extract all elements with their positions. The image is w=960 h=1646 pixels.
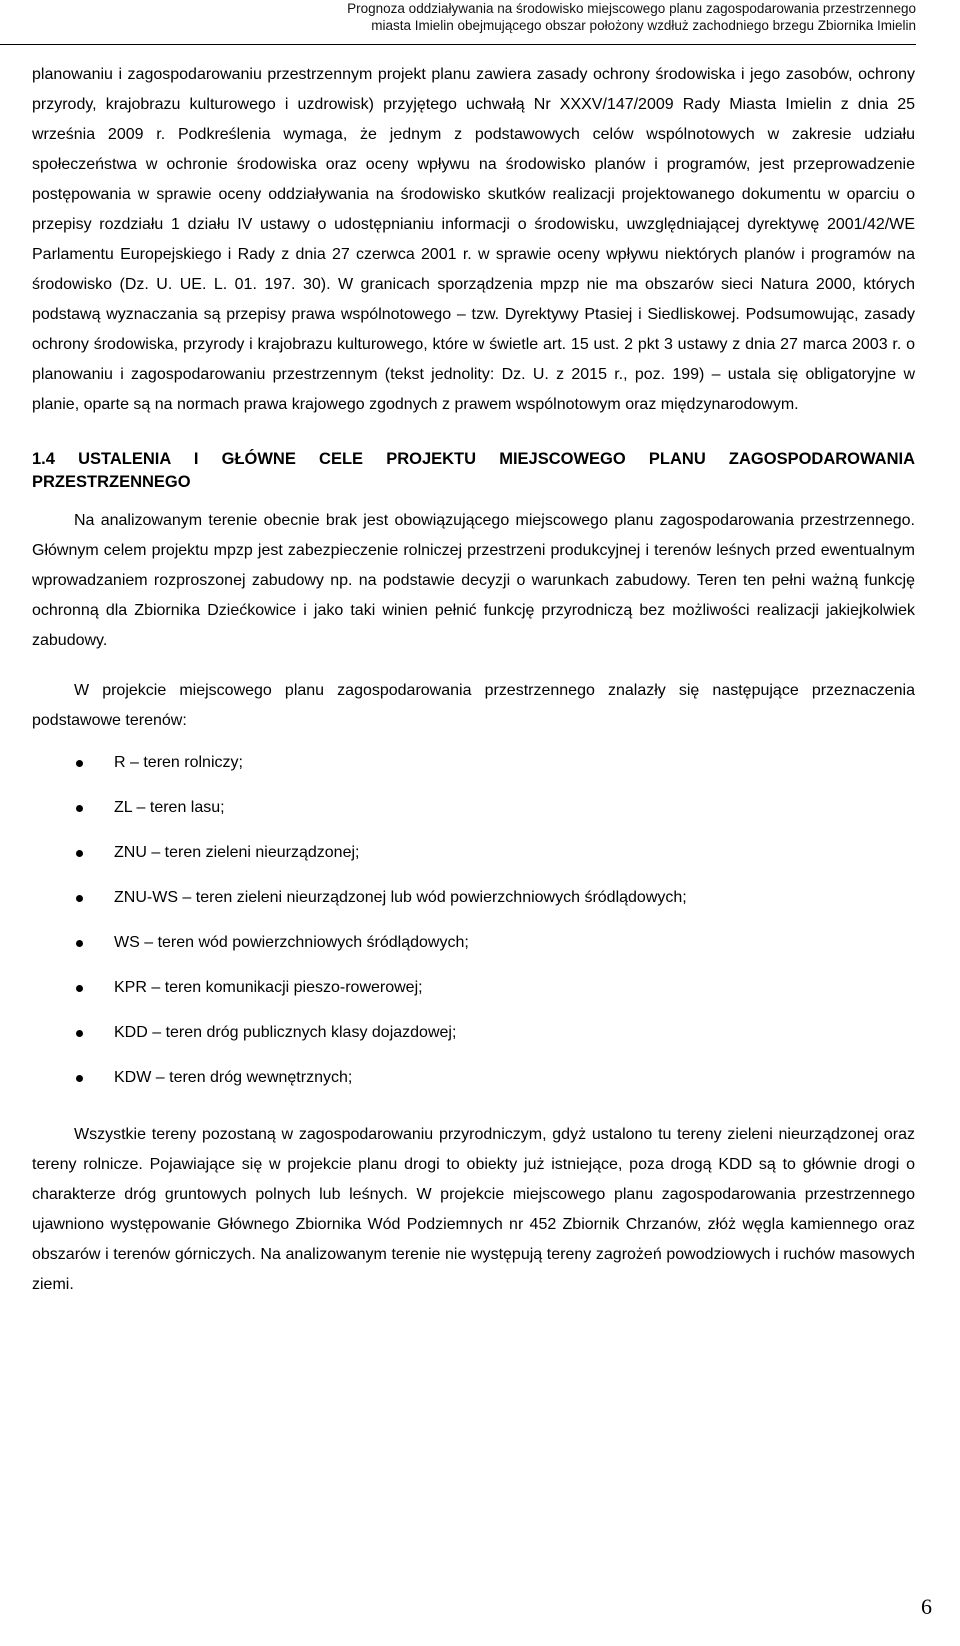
bullet-icon [76, 760, 83, 767]
paragraph-environmental-protection: planowaniu i zagospodarowaniu przestrzennym projekt planu zawiera zasady ochrony środowiska i jego zasobów, ochrony przyrody, krajobrazu kulturowego i uzdrowisk) przyjętego uchwałą Nr XXXV/147/2009 Rady Miasta Imielin z dnia 25 września 2009 r. Podkreślenia wymaga, że jednym z podstawowych celów wspólnotowych w zakresie udziału społeczeństwa w ochronie środowiska oraz oceny wpływu na środowisko planów i programów, jest przeprowadzenie postępowania w sprawie oceny oddziaływania na środowisko skutków realizacji projektowanego dokumentu w oparciu o przepisy rozdziału 1 działu IV ustawy o udostępnianiu informacji o środowisku, uwzględniającej dyrektywę 2001/42/WE Parlamentu Europejskiego i Rady z dnia 27 czerwca 2001 r. w sprawie oceny wpływu niektórych planów i programów na środowisko (Dz. U. UE. L. 01. 197. 30). W granicach sporządzenia mpzp nie ma obszarów sieci Natura 2000, których podstawą wyznaczania są przepisy prawa wspólnotowego – tzw. Dyrektywy Ptasiej i Siedliskowej. Podsumowując, zasady ochrony środowiska, przyrody i krajobrazu kulturowego, które w świetle art. 15 ust. 2 pkt 3 ustawy z dnia 27 marca 2003 r. o planowaniu i zagospodarowaniu przestrzennym (tekst jednolity: Dz. U. z 2015 r., poz. 199) – ustala się obligatoryjne w planie, oparte są na normach prawa krajowego zgodnych z prawem wspólnotowym oraz międzynarodowym. [32, 66, 915, 413]
land-use-list [32, 748, 915, 1108]
list-item: WS – teren wód powierzchniowych śródlądowych; [32, 928, 915, 973]
list-item: R – teren rolniczy; [32, 748, 915, 793]
paragraph-plan-goals: Na analizowanym terenie obecnie brak jest obowiązującego miejscowego planu zagospodarowania przestrzennego. Głównym celem projektu mpzp jest zabezpieczenie rolniczej przestrzeni produkcyjnej i terenów leśnych przed ewentualnym wprowadzaniem rozproszonej zabudowy np. na podstawie decyzji o warunkach zabudowy. Teren ten pełni ważną funkcję ochronną dla Zbiornika Dziećkowice i jako taki winien pełnić funkcję przyrodniczą bez możliwości realizacji jakiejkolwiek zabudowy. [32, 512, 915, 649]
bullet-icon [76, 805, 83, 812]
bullet-icon [76, 1075, 83, 1082]
list-item: ZNU – teren zieleni nieurządzonej; [32, 838, 915, 883]
list-item: ZL – teren lasu; [32, 793, 915, 838]
list-item: KPR – teren komunikacji pieszo-rowerowej; [32, 973, 915, 1018]
bullet-icon [76, 940, 83, 947]
document-body [32, 60, 915, 1300]
header-line-1: Prognoza oddziaływania na środowisko miejscowego planu zagospodarowania przestrzennego [347, 1, 916, 16]
list-item: KDW – teren dróg wewnętrznych; [32, 1063, 915, 1108]
spacer [32, 656, 915, 676]
header-divider [0, 44, 916, 45]
bullet-icon [76, 1030, 83, 1037]
section-heading: 1.4 USTALENIA I GŁÓWNE CELE PROJEKTU MIEJSCOWEGO PLANU ZAGOSPODAROWANIA PRZESTRZENNEGO [32, 450, 915, 491]
list-item: KDD – teren dróg publicznych klasy dojazdowej; [32, 1018, 915, 1063]
page-number: 6 [921, 1594, 932, 1619]
bullet-icon [76, 895, 83, 902]
bullet-icon [76, 850, 83, 857]
paragraph-land-use-intro: W projekcie miejscowego planu zagospodarowania przestrzennego znalazły się następujące przeznaczenia podstawowe terenów: [32, 682, 915, 729]
paragraph-summary: Wszystkie tereny pozostaną w zagospodarowaniu przyrodniczym, gdyż ustalono tu tereny zieleni nieurządzonej oraz tereny rolnicze. Pojawiające się w projekcie planu drogi to obiekty już istniejące, poza drogą KDD są to głównie drogi o charakterze dróg gruntowych polnych lub leśnych. W projekcie miejscowego planu zagospodarowania przestrzennego ujawniono występowanie Głównego Zbiornika Wód Podziemnych nr 452 Zbiornik Chrzanów, złóż węgla kamiennego oraz obszarów i terenów górniczych. Na analizowanym terenie nie występują tereny zagrożeń powodziowych i ruchów masowych ziemi. [32, 1126, 915, 1293]
running-header [0, 0, 916, 34]
list-item: ZNU-WS – teren zieleni nieurządzonej lub wód powierzchniowych śródlądowych; [32, 883, 915, 928]
header-line-2: miasta Imielin obejmującego obszar położony wzdłuż zachodniego brzegu Zbiornika Imielin [371, 18, 916, 33]
bullet-icon [76, 985, 83, 992]
